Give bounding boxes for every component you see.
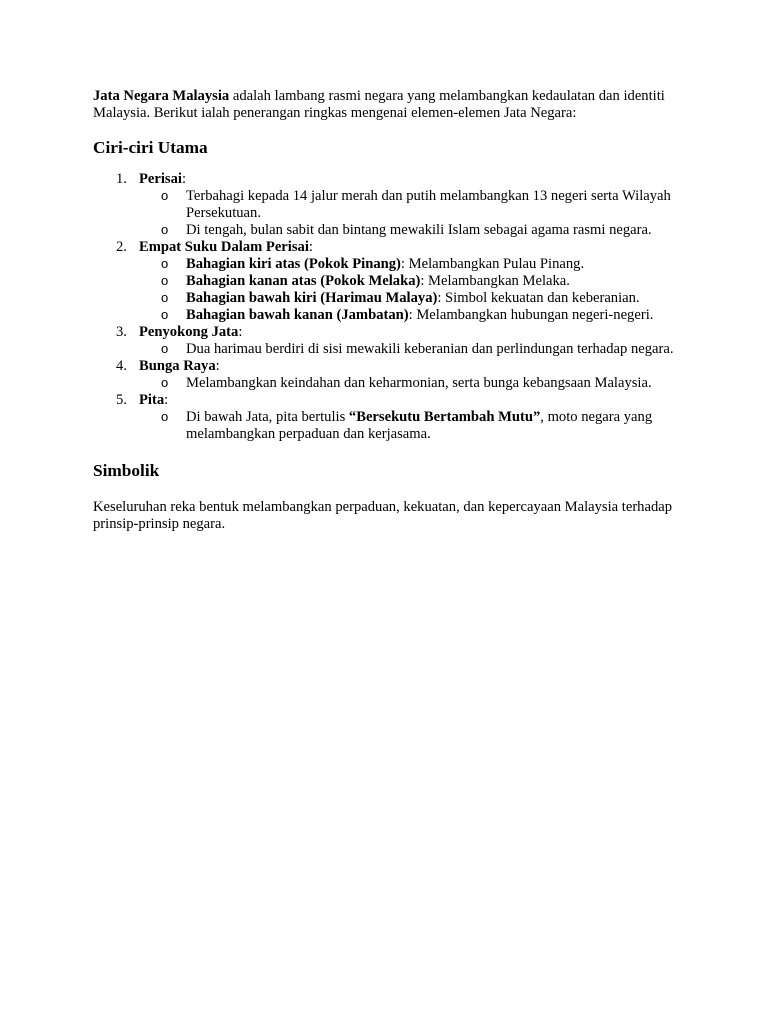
sub-item-pre-text: Di bawah Jata, pita bertulis xyxy=(186,409,349,425)
sub-list-item xyxy=(139,409,683,443)
sub-item-text: , moto negara yang melambangkan perpaduan dan kerjasama. xyxy=(186,409,653,442)
intro-paragraph xyxy=(93,88,683,122)
circle-bullet-icon: o xyxy=(161,222,169,237)
circle-bullet-icon: o xyxy=(161,273,169,288)
sub-list-item xyxy=(139,307,683,324)
sub-list-item xyxy=(139,341,683,358)
sub-bullet-list xyxy=(139,341,683,358)
sub-list-item xyxy=(139,290,683,307)
intro-text: adalah lambang rasmi negara yang melambangkan kedaulatan dan identiti Malaysia. Berikut ialah penerangan ringkas mengenai elemen-elemen Jata Negara: xyxy=(93,88,665,121)
circle-bullet-icon: o xyxy=(161,307,169,322)
circle-bullet-icon: o xyxy=(161,256,169,271)
circle-bullet-icon: o xyxy=(161,341,169,356)
list-item-colon: : xyxy=(215,358,220,374)
sub-item-text: : Melambangkan hubungan negeri-negeri. xyxy=(408,307,654,323)
sub-list-item xyxy=(139,273,683,290)
circle-bullet-icon: o xyxy=(161,290,169,305)
sub-list-item xyxy=(139,256,683,273)
sub-item-text: Terbahagi kepada 14 jalur merah dan putih melambangkan 13 negeri serta Wilayah Persekutuan. xyxy=(186,188,671,221)
list-item xyxy=(93,239,683,324)
sub-item-text: Dua harimau berdiri di sisi mewakili keberanian dan perlindungan terhadap negara. xyxy=(186,341,674,357)
sub-bullet-list xyxy=(139,256,683,324)
list-item-title: Empat Suku Dalam Perisai xyxy=(139,239,309,255)
list-item-colon: : xyxy=(238,324,243,340)
sub-item-bold: Bahagian bawah kanan (Jambatan) xyxy=(186,307,409,323)
sub-item-text: Melambangkan keindahan dan keharmonian, serta bunga kebangsaan Malaysia. xyxy=(186,375,652,391)
list-number: 3. xyxy=(116,324,127,340)
list-item xyxy=(93,171,683,239)
circle-bullet-icon: o xyxy=(161,188,169,203)
section-heading-simbolik: Simbolik xyxy=(93,461,160,480)
sub-list-item xyxy=(139,222,683,239)
section-heading-ciri-utama: Ciri-ciri Utama xyxy=(93,138,208,157)
sub-item-bold: Bahagian kiri atas (Pokok Pinang) xyxy=(186,256,401,272)
list-item xyxy=(93,392,683,443)
list-number: 4. xyxy=(116,358,127,374)
list-item-colon: : xyxy=(164,392,169,408)
simbolik-paragraph: Keseluruhan reka bentuk melambangkan perpaduan, kekuatan, dan kepercayaan Malaysia terhadap prinsip-prinsip negara. xyxy=(93,499,673,532)
sub-item-bold: “Bersekutu Bertambah Mutu” xyxy=(348,409,541,425)
intro-bold: Jata Negara Malaysia xyxy=(93,88,230,104)
list-number: 5. xyxy=(116,392,127,408)
list-item-title: Penyokong Jata xyxy=(139,324,239,340)
list-item-title: Bunga Raya xyxy=(139,358,216,374)
sub-list-item xyxy=(139,188,683,222)
list-item xyxy=(93,358,683,392)
sub-item-text: Di tengah, bulan sabit dan bintang mewakili Islam sebagai agama rasmi negara. xyxy=(186,222,652,238)
sub-item-bold: Bahagian kanan atas (Pokok Melaka) xyxy=(186,273,421,289)
circle-bullet-icon: o xyxy=(161,409,169,424)
document-page xyxy=(93,88,683,533)
list-item-colon: : xyxy=(181,171,187,187)
sub-bullet-list xyxy=(139,409,683,443)
list-item-title: Pita xyxy=(139,392,165,408)
circle-bullet-icon: o xyxy=(161,375,169,390)
sub-bullet-list xyxy=(139,188,683,239)
list-item-colon: : xyxy=(308,239,313,255)
list-item-title: Perisai xyxy=(139,171,182,187)
sub-item-text: : Simbol kekuatan dan keberanian. xyxy=(437,290,640,306)
main-numbered-list xyxy=(93,171,683,443)
list-number: 2. xyxy=(116,239,127,255)
list-item xyxy=(93,324,683,358)
sub-item-text: : Melambangkan Melaka. xyxy=(420,273,570,289)
sub-item-text: : Melambangkan Pulau Pinang. xyxy=(400,256,585,272)
sub-list-item xyxy=(139,375,683,392)
list-number: 1. xyxy=(116,171,127,187)
sub-item-bold: Bahagian bawah kiri (Harimau Malaya) xyxy=(186,290,438,306)
sub-bullet-list xyxy=(139,375,683,392)
